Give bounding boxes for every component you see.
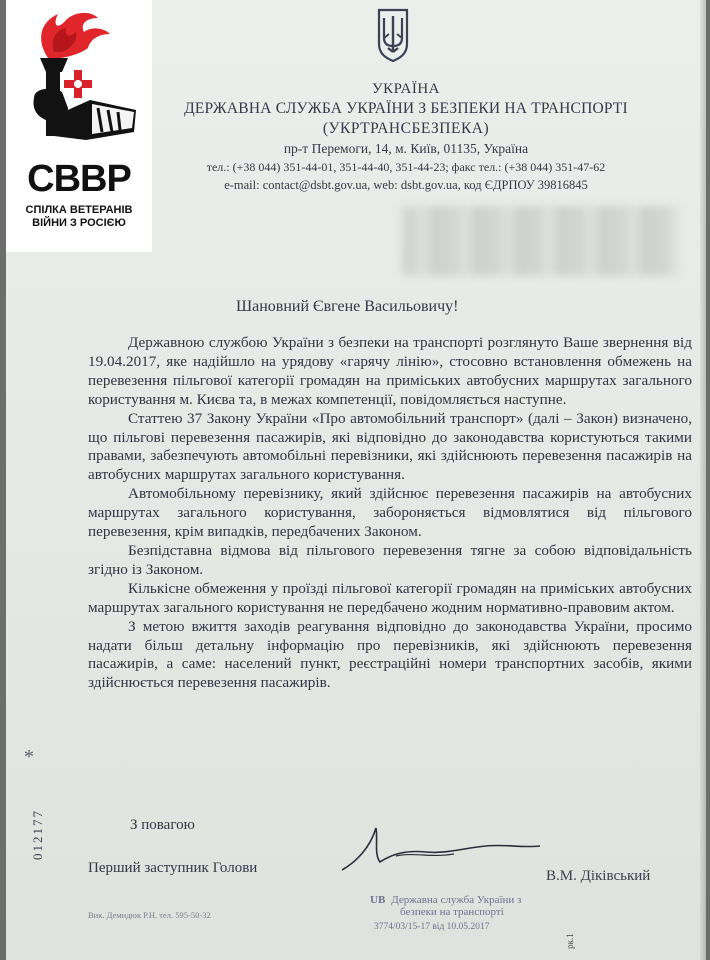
header-phones: тел.: (+38 044) 351-44-01, 351-44-40, 351-44-23; факс тел.: (+38 044) 351-47-62 bbox=[206, 160, 606, 174]
logo-subtitle-line2: ВІЙНИ З РОСІЄЮ bbox=[32, 217, 126, 229]
header-country: УКРАЇНА bbox=[371, 81, 441, 97]
logo-subtitle-line1: СПІЛКА ВЕТЕРАНІВ bbox=[25, 204, 133, 216]
registration-number: 012177 bbox=[30, 809, 45, 860]
page-number: рк.1 bbox=[564, 933, 575, 949]
signature-mark bbox=[336, 818, 546, 878]
trident-icon bbox=[376, 8, 410, 62]
paragraph: З метою вжиття заходів реагування відповідно до законодавства України, просимо надати більш детальну інформацію про перевізників, які здійснюють перевезення пасажирів, а саме: населений пункт, реєстраційні номери транспортних засобів, якими здійснюється перевезення пасажирів. bbox=[88, 617, 692, 692]
paragraph: Кількісне обмеження у проїзді пільгової категорії громадян на приміських автобусних маршрутах загального користування не передбачено жодним нормативно-правовим актом. bbox=[88, 579, 692, 616]
paragraph: Статтею 37 Закону України «Про автомобільний транспорт» (далі – Закон) визначено, що пільгові перевезення пасажирів, які відповідно до законодавства користуються такими правами, забезпечують автомобільні перевізники, які здійснюють перевезення пасажирів на автобусних маршрутах загального користування. bbox=[88, 409, 692, 484]
signer-position: Перший заступник Голови bbox=[88, 860, 258, 876]
logo-title: СВВР bbox=[27, 158, 131, 200]
header-contacts: e-mail: contact@dsbt.gov.ua, web: dsbt.gov.ua, код ЄДРПОУ 39816845 bbox=[224, 178, 588, 192]
letter-page bbox=[6, 0, 706, 960]
executor-note: Вик. Демидюк Р.Н. тел. 595-50-32 bbox=[88, 910, 211, 920]
header-agency: ДЕРЖАВНА СЛУЖБА УКРАЇНИ З БЕЗПЕКИ НА ТРАНСПОРТІ bbox=[184, 100, 628, 117]
svvr-logo bbox=[6, 0, 152, 252]
paragraph: Безпідставна відмова від пільгового перевезення тягне за собою відповідальність згідно із Законом. bbox=[88, 541, 692, 578]
signer-name: В.М. Діківський bbox=[546, 868, 651, 884]
header-address: пр-т Перемоги, 14, м. Київ, 01135, Україна bbox=[283, 141, 529, 156]
stamp-line2: безпеки на транспорті bbox=[400, 906, 504, 918]
letter-closing: З повагою bbox=[130, 817, 195, 833]
logo-subtitle bbox=[14, 204, 144, 230]
header-abbreviation: (УКРТРАНСБЕЗПЕКА) bbox=[322, 120, 490, 137]
stamp-line3: 3774/03/15-17 від 10.05.2017 bbox=[374, 922, 490, 932]
paragraph: Автомобільному перевізнику, який здійснює перевезення пасажирів на автобусних маршрутах загального користування, забороняється відмовлятися від пільгового перевезення, крім випадків, передбачених Законом. bbox=[88, 485, 692, 541]
stamp-line1: Державна служба України з bbox=[391, 894, 522, 906]
redacted-recipient bbox=[402, 206, 678, 276]
letter-greeting: Шановний Євгене Васильовичу! bbox=[236, 298, 459, 315]
paragraph: Державною службою України з безпеки на транспорті розглянуто Ваше звернення від 19.04.2017, яке надійшло на урядову «гарячу лінію», стосовно встановлення обмежень на перевезення пільгової категорії громадян на приміських автобусних маршрутах загального користування м. Києва та, в межах компетенції, повідомляється наступне. bbox=[88, 334, 692, 408]
torch-fist-icon bbox=[6, 0, 152, 158]
stamp-mark: UB bbox=[370, 894, 386, 906]
margin-asterisk: * bbox=[24, 746, 34, 768]
registration-stamp bbox=[362, 894, 552, 940]
letter-body bbox=[88, 334, 692, 693]
